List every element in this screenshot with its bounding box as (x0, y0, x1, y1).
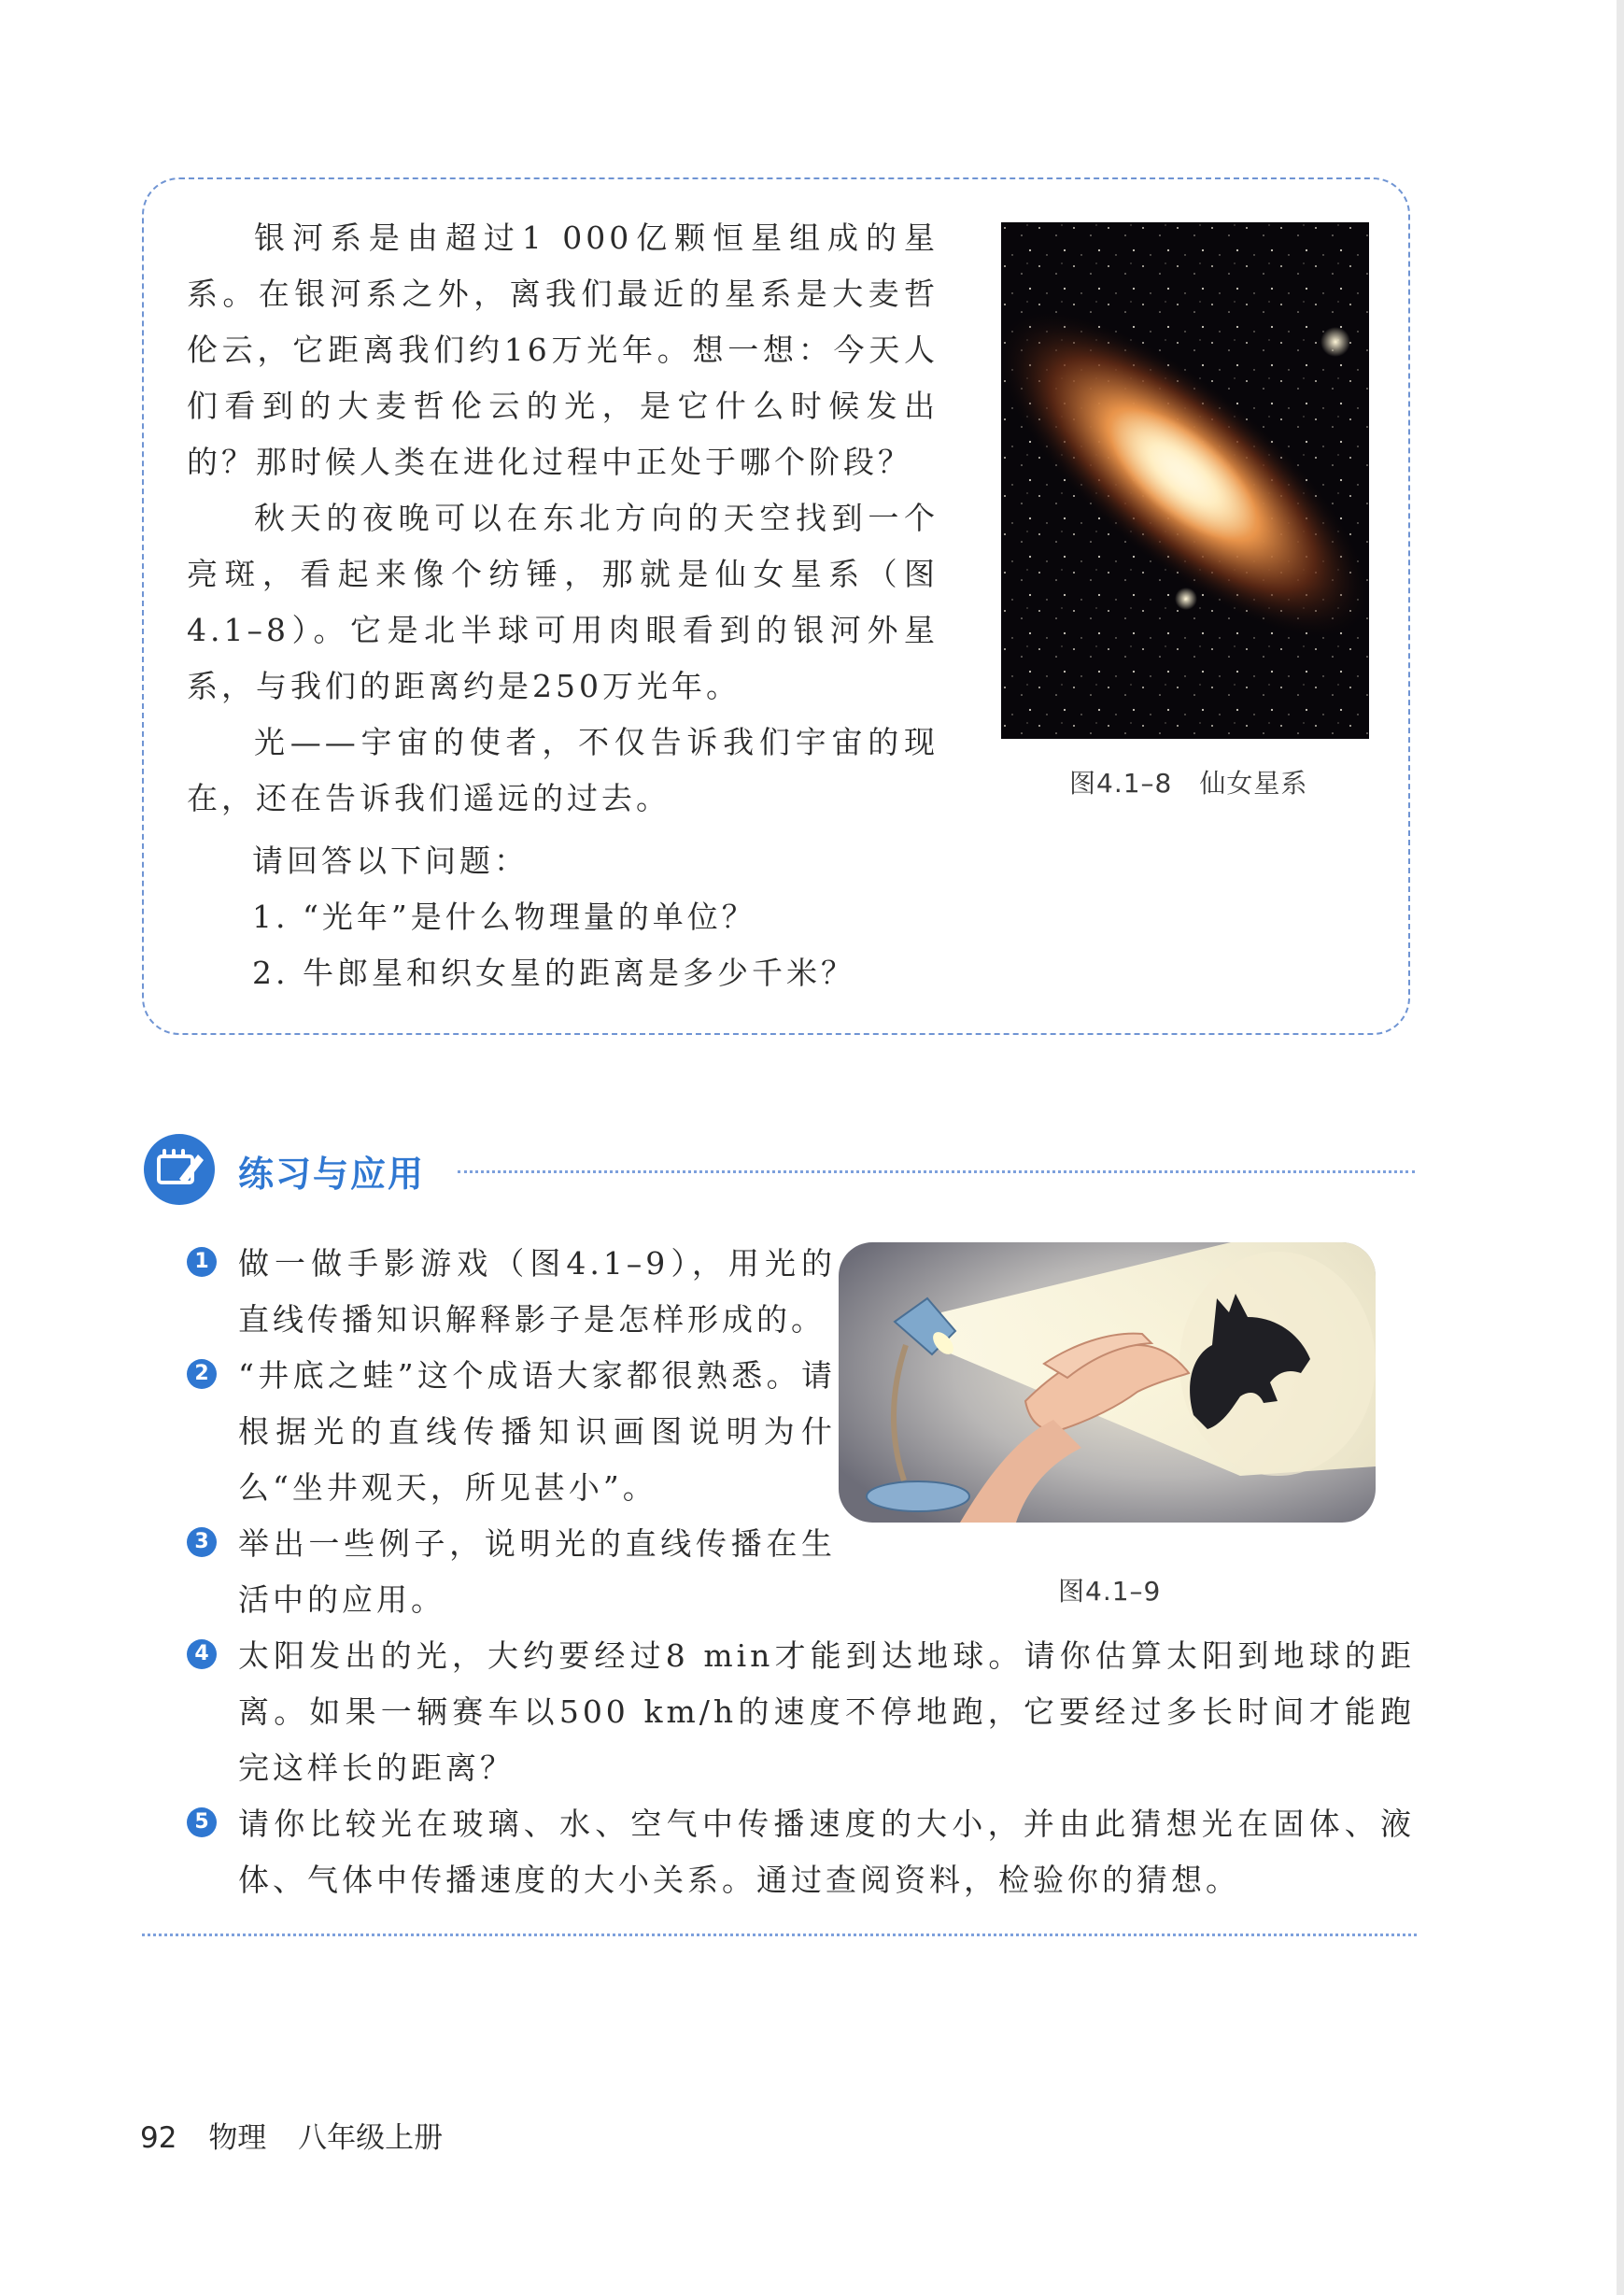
exercise-text: 请你比较光在玻璃、水、空气中传播速度的大小，并由此猜想光在固体、液体、气体中传播速度的大小关系。通过查阅资料，检验你的猜想。 (238, 1806, 1415, 1898)
footer-grade: 八年级上册 (298, 2121, 444, 2155)
page-number: 92 (140, 2121, 177, 2155)
question-2: 2. 牛郎星和织女星的距离是多少千米？ (252, 955, 855, 991)
page-edge (1617, 0, 1624, 2295)
exercise-number-badge: 3 (187, 1527, 217, 1557)
exercise-number-badge: 4 (187, 1639, 217, 1669)
question-1: 1. “光年”是什么物理量的单位？ (252, 899, 756, 935)
figure-4-1-9-caption: 图4.1–9 (1058, 1576, 1162, 1607)
reading-paragraph-2: 秋天的夜晚可以在东北方向的天空找到一个亮斑，看起来像个纺锤，那就是仙女星系（图4.1–8）。它是北半球可用肉眼看到的银河外星系，与我们的距离约是250万光年。 (187, 500, 939, 704)
notebook-pen-icon (142, 1132, 217, 1207)
reading-paragraph-3: 光——宇宙的使者，不仅告诉我们宇宙的现在，还在告诉我们遥远的过去。 (187, 724, 939, 816)
exercise-text: 举出一些例子，说明光的直线传播在生活中的应用。 (238, 1525, 836, 1618)
reading-paragraph-1: 银河系是由超过1 000亿颗恒星组成的星系。在银河系之外，离我们最近的星系是大麦哲伦云，它距离我们约16万光年。想一想：今天人们看到的大麦哲伦云的光，是它什么时候发出的？那时候人类在进化过程中正处于哪个阶段？ (187, 220, 939, 480)
footer-subject: 物理 (208, 2121, 267, 2155)
figure-4-1-8-caption: 图4.1–8 仙女星系 (1069, 768, 1308, 799)
section-title: 练习与应用 (238, 1154, 426, 1195)
exercise-text: 做一做手影游戏（图4.1–9），用光的直线传播知识解释影子是怎样形成的。 (238, 1245, 836, 1338)
exercise-text: “井底之蛙”这个成语大家都很熟悉。请根据光的直线传播知识画图说明为什么“坐井观天，所见甚小”。 (238, 1357, 836, 1506)
exercise-number-badge: 2 (187, 1359, 217, 1389)
andromeda-galaxy-photo (1001, 222, 1369, 739)
section-bottom-divider (142, 1934, 1417, 1936)
section-divider (458, 1170, 1415, 1173)
page-footer (140, 2114, 465, 2156)
question-prompt: 请回答以下问题： (252, 843, 529, 879)
exercise-text: 太阳发出的光，大约要经过8 min才能到达地球。请你估算太阳到地球的距离。如果一辆赛车以500 km/h的速度不停地跑，它要经过多长时间才能跑完这样长的距离？ (238, 1637, 1415, 1786)
hand-shadow-illustration (839, 1242, 1376, 1523)
exercise-number-badge: 5 (187, 1807, 217, 1837)
exercise-number-badge: 1 (187, 1247, 217, 1277)
